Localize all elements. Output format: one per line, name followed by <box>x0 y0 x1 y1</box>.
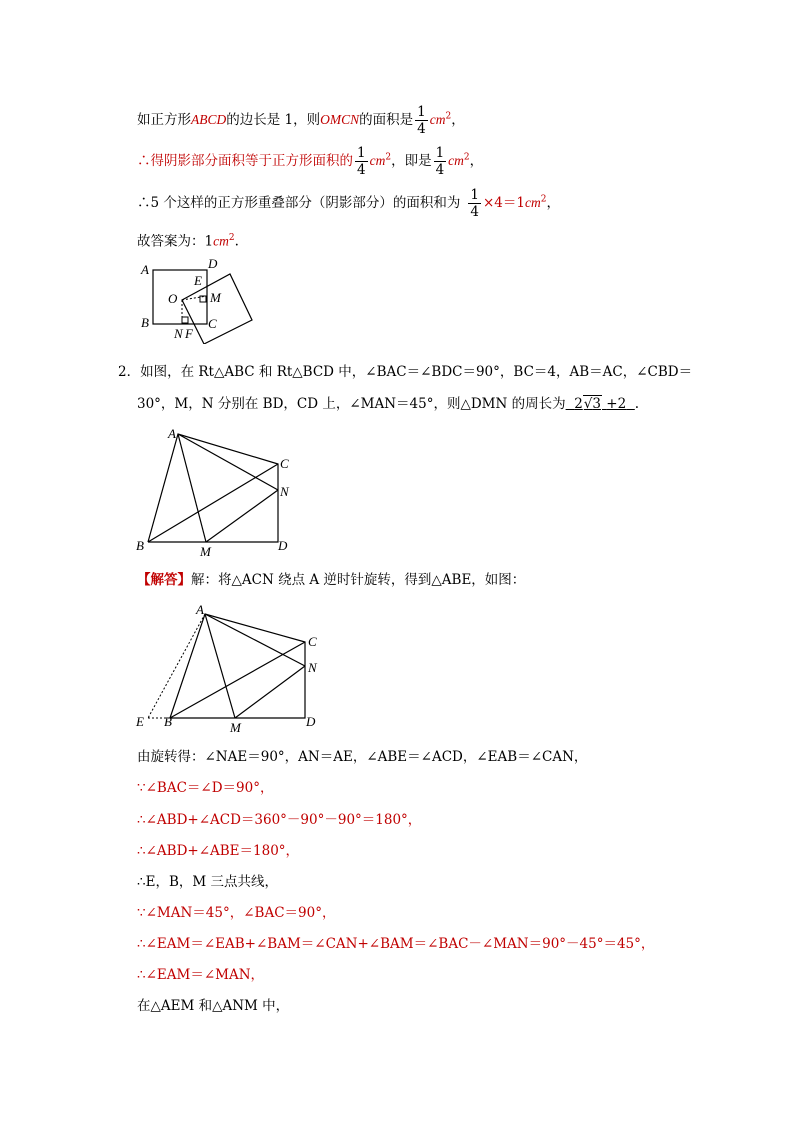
label-d: D <box>208 258 218 271</box>
segment-an <box>178 434 278 490</box>
step-6: ∵∠MAN＝45°，∠BAC＝90°， <box>137 905 336 921</box>
step-5: ∴E，B，M 三点共线， <box>137 874 278 890</box>
line-2: ∴得阴影部分面积等于正方形面积的 $\frac{1}{4}$ $cm^2$，即是 $\frac{1}{4}$ $cm^2$， <box>137 145 484 178</box>
figure-rotated <box>130 600 330 734</box>
label-c: C <box>280 456 289 471</box>
segment-am <box>205 614 235 718</box>
segment-an <box>205 614 305 666</box>
label-n: N <box>280 484 289 499</box>
segment-bc <box>170 642 305 718</box>
label-m: M <box>230 720 241 734</box>
fraction: $\frac{1}{4}$ <box>417 104 426 137</box>
text: 如图，在 Rt△ABC 和 Rt△BCD 中，∠BAC＝∠BDC＝90°，BC＝4，AB＝AC，∠CBD＝ <box>140 364 693 380</box>
label-n: N <box>174 326 183 341</box>
step-9: 在△AEM 和△ANM 中， <box>137 998 290 1014</box>
segment-mn <box>206 490 278 542</box>
q2-line-1 <box>118 362 692 382</box>
step-8: ∴∠EAM＝∠MAN， <box>137 967 265 983</box>
fraction: $\frac{1}{4}$ <box>357 145 366 178</box>
label-n: N <box>308 660 317 675</box>
label-b: B <box>136 538 144 553</box>
line-1: 如正方形ABCD的边长是 1，则OMCN的面积是 $\frac{1}{4}$ $cm^2$， <box>137 104 465 137</box>
text: 如正方形 <box>137 112 191 128</box>
q2-line-2: 30°，M，N 分别在 BD，CD 上，∠MAN＝45°，则△DMN 的周长为 2√3 +2 . <box>137 396 640 412</box>
answer-blank: 2√3 +2 <box>574 396 627 412</box>
step-2: ∵∠BAC＝∠D＝90°， <box>137 780 274 796</box>
segment-mn <box>235 666 305 718</box>
figure-squares <box>138 258 258 344</box>
solution-line <box>137 570 525 590</box>
label-m: M <box>210 290 221 305</box>
label-a: A <box>196 602 204 617</box>
unit: cm <box>429 112 446 127</box>
line-4: 故答案为：$1cm^2$. <box>137 233 239 250</box>
label-a: A <box>168 426 176 441</box>
text: 解：将△ACN 绕点 A 逆时针旋转，得到△ABE，如图： <box>191 572 526 588</box>
figure-triangles <box>130 424 300 558</box>
label-e: E <box>194 273 202 288</box>
label-d: D <box>306 714 316 729</box>
math: ABCD <box>191 112 227 127</box>
text: ∴得阴影部分面积等于正方形面积的 <box>137 153 353 169</box>
label-m: M <box>200 544 211 558</box>
step-3: ∴∠ABD+∠ACD＝360°－90°－90°＝180°， <box>137 812 422 828</box>
fraction: $\frac{1}{4}$ <box>470 187 479 220</box>
outline <box>170 614 305 718</box>
math: OMCN <box>320 112 360 127</box>
right-angle-f <box>182 317 188 323</box>
text: 的边长是 1，则 <box>226 112 321 128</box>
text: 的面积是 <box>359 112 414 128</box>
segment-bc <box>148 464 278 542</box>
label-c: C <box>308 634 317 649</box>
label-a: A <box>141 262 149 277</box>
text: ∴5 个这样的正方形重叠部分（阴影部分）的面积和为 <box>137 195 461 211</box>
label-b: B <box>164 714 172 729</box>
dashed-ae <box>148 614 205 718</box>
label-o: O <box>168 291 178 306</box>
label-f: F <box>185 326 193 341</box>
fraction: $\frac{1}{4}$ <box>435 145 445 178</box>
label-d: D <box>278 538 288 553</box>
solution-tag: 【解答】 <box>137 572 191 588</box>
text: 故答案为：1 <box>137 233 214 250</box>
line-3: ∴5 个这样的正方形重叠部分（阴影部分）的面积和为 $\frac{1}{4}$ $\times 4=1cm^2$， <box>137 187 560 220</box>
label-e: E <box>136 714 144 729</box>
text: 30°，M，N 分别在 BD，CD 上，∠MAN＝45°，则△DMN 的周长为 <box>137 396 566 412</box>
step-4: ∴∠ABD+∠ABE＝180°， <box>137 843 300 859</box>
step-7: ∴∠EAM＝∠EAB+∠BAM＝∠CAN+∠BAM＝∠BAC－∠MAN＝90°－45°＝45°， <box>137 936 655 952</box>
step-1: 由旋转得：∠NAE＝90°，AN＝AE，∠ABE＝∠ACD，∠EAB＝∠CAN， <box>137 749 588 765</box>
question-number: 2． <box>118 364 141 380</box>
label-c: C <box>208 316 217 331</box>
outline <box>148 434 278 542</box>
label-b: B <box>141 315 149 330</box>
segment-am <box>178 434 206 542</box>
